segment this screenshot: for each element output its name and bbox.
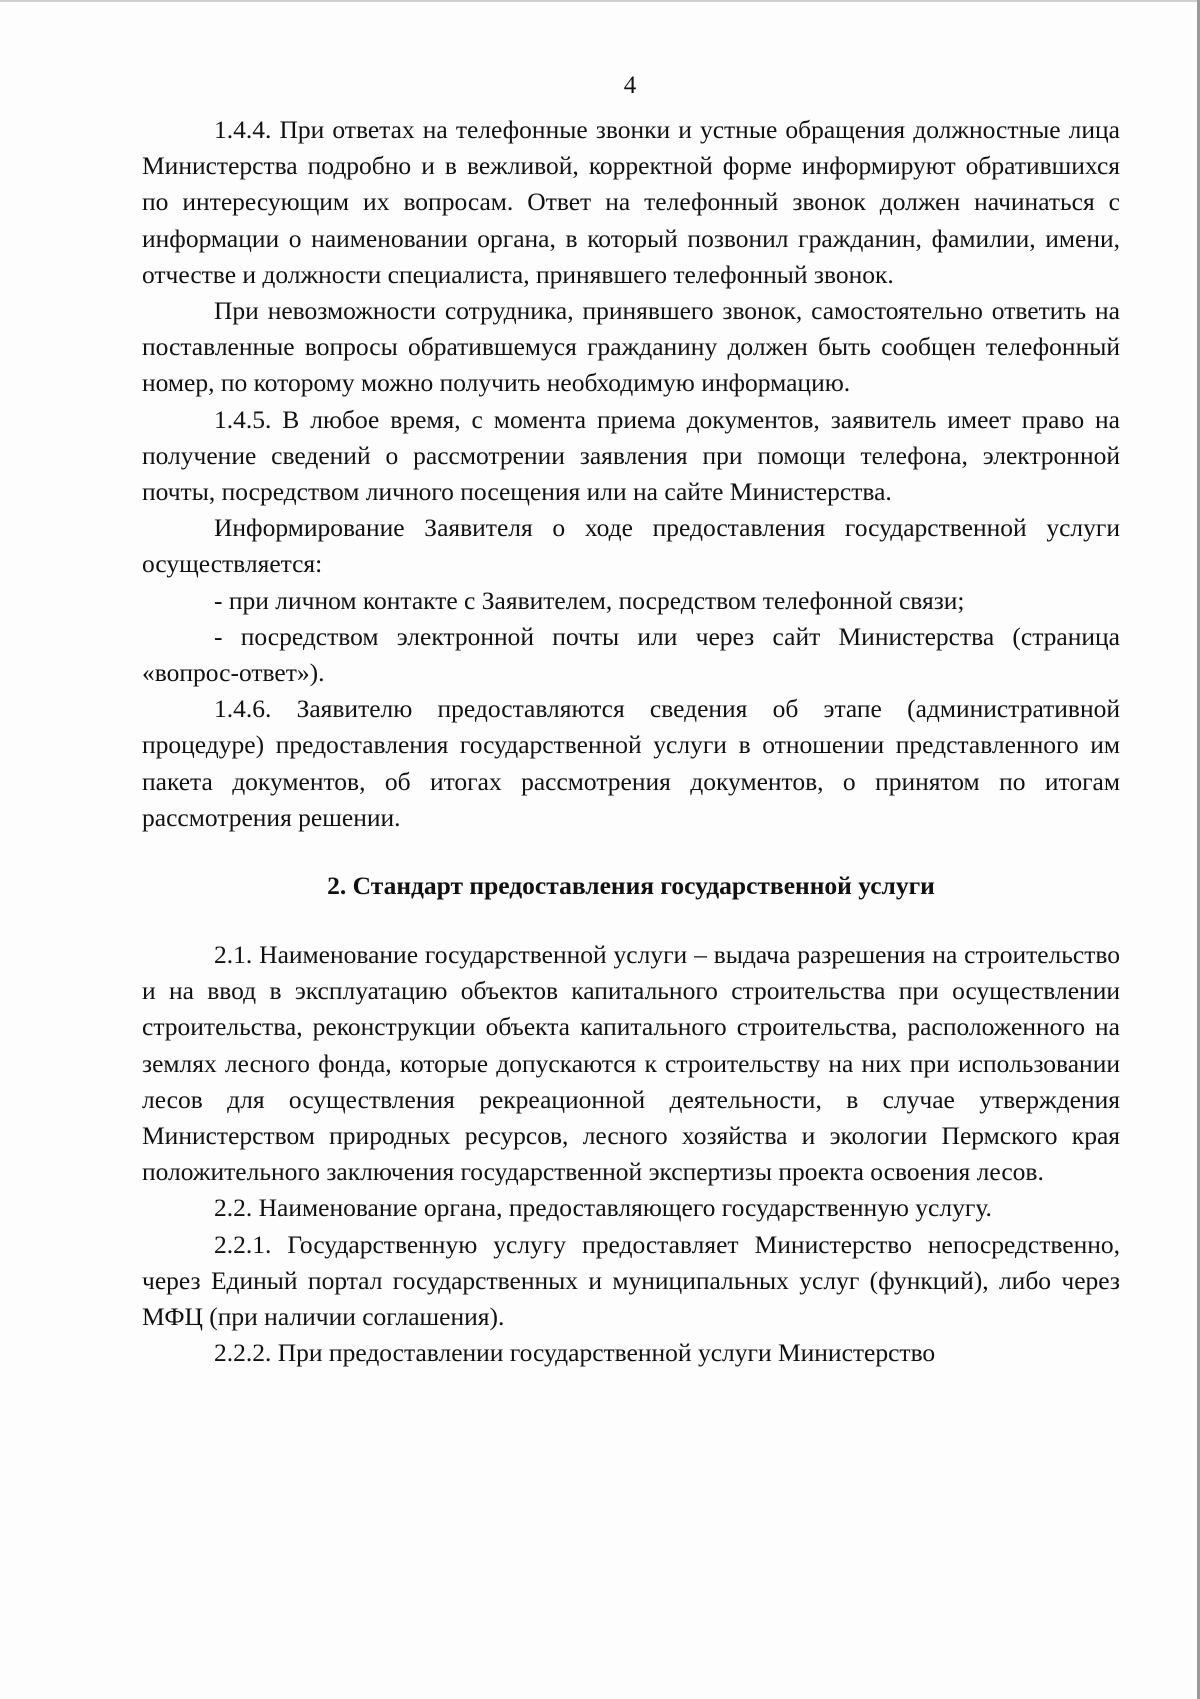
paragraph-1-4-5: 1.4.5. В любое время, с момента приема документов, заявитель имеет право на получение сведений о рассмотрении заявления при помощи телефона, электронной почты, посредством личного посещения или на сайте Министерства. (142, 404, 1120, 507)
paragraph-2-2-2: 2.2.2. При предоставлении государственной услуги Министерство (214, 1338, 936, 1368)
list-item-personal-contact: - при личном контакте с Заявителем, посредством телефонной связи; (214, 585, 965, 615)
document-body (142, 112, 1120, 1372)
list-item-email-website: - посредством электронной почты или через сайт Министерства (страница «вопрос-ответ»). (142, 621, 1120, 688)
paragraph-2-2: 2.2. Наименование органа, предоставляющего государственную услугу. (214, 1193, 992, 1223)
scan-top-edge (0, 0, 1200, 2)
paragraph-1-4-4: 1.4.4. При ответах на телефонные звонки и устные обращения должностные лица Министерства подробно и в вежливой, корректной форме информируют обратившихся по интересующим их вопросам. Ответ на телефонный звонок должен начинаться с информации о наименовании органа, в который позвонил гражданин, фамилии, имени, отчестве и должности специалиста, принявшего телефонный звонок. (142, 115, 1120, 289)
paragraph-1-4-6: 1.4.6. Заявителю предоставляются сведения об этапе (административной процедуре) предоставления государственной услуги в отношении представленного им пакета документов, об итогах рассмотрения документов, о принятом по итогам рассмотрения решении. (142, 694, 1120, 832)
section-heading: 2. Стандарт предоставления государственной услуги (327, 871, 935, 901)
paragraph-2-1: 2.1. Наименование государственной услуги – выдача разрешения на строительство и на ввод в эксплуатацию объектов капитального строительства при осуществлении строительства, реконструкции объекта капитального строительства, расположенного на землях лесного фонда, которые допускаются к строительству на них при использовании лесов для осуществления рекреационной деятельности, в случае утверждения Министерством природных ресурсов, лесного хозяйства и экологии Пермского края положительного заключения государственной экспертизы проекта освоения лесов. (142, 940, 1120, 1187)
paragraph-phone-number-info: При невозможности сотрудника, принявшего звонок, самостоятельно ответить на поставленные вопросы обратившемуся гражданину должен быть сообщен телефонный номер, по которому можно получить необходимую информацию. (142, 296, 1120, 398)
page-number: 4 (623, 72, 637, 99)
paragraph-2-2-1: 2.2.1. Государственную услугу предоставляет Министерство непосредственно, через Единый портал государственных и муниципальных услуг (функций), либо через МФЦ (при наличии соглашения). (142, 1229, 1120, 1332)
paragraph-informing: Информирование Заявителя о ходе предоставления государственной услуги осуществляется: (142, 513, 1120, 579)
